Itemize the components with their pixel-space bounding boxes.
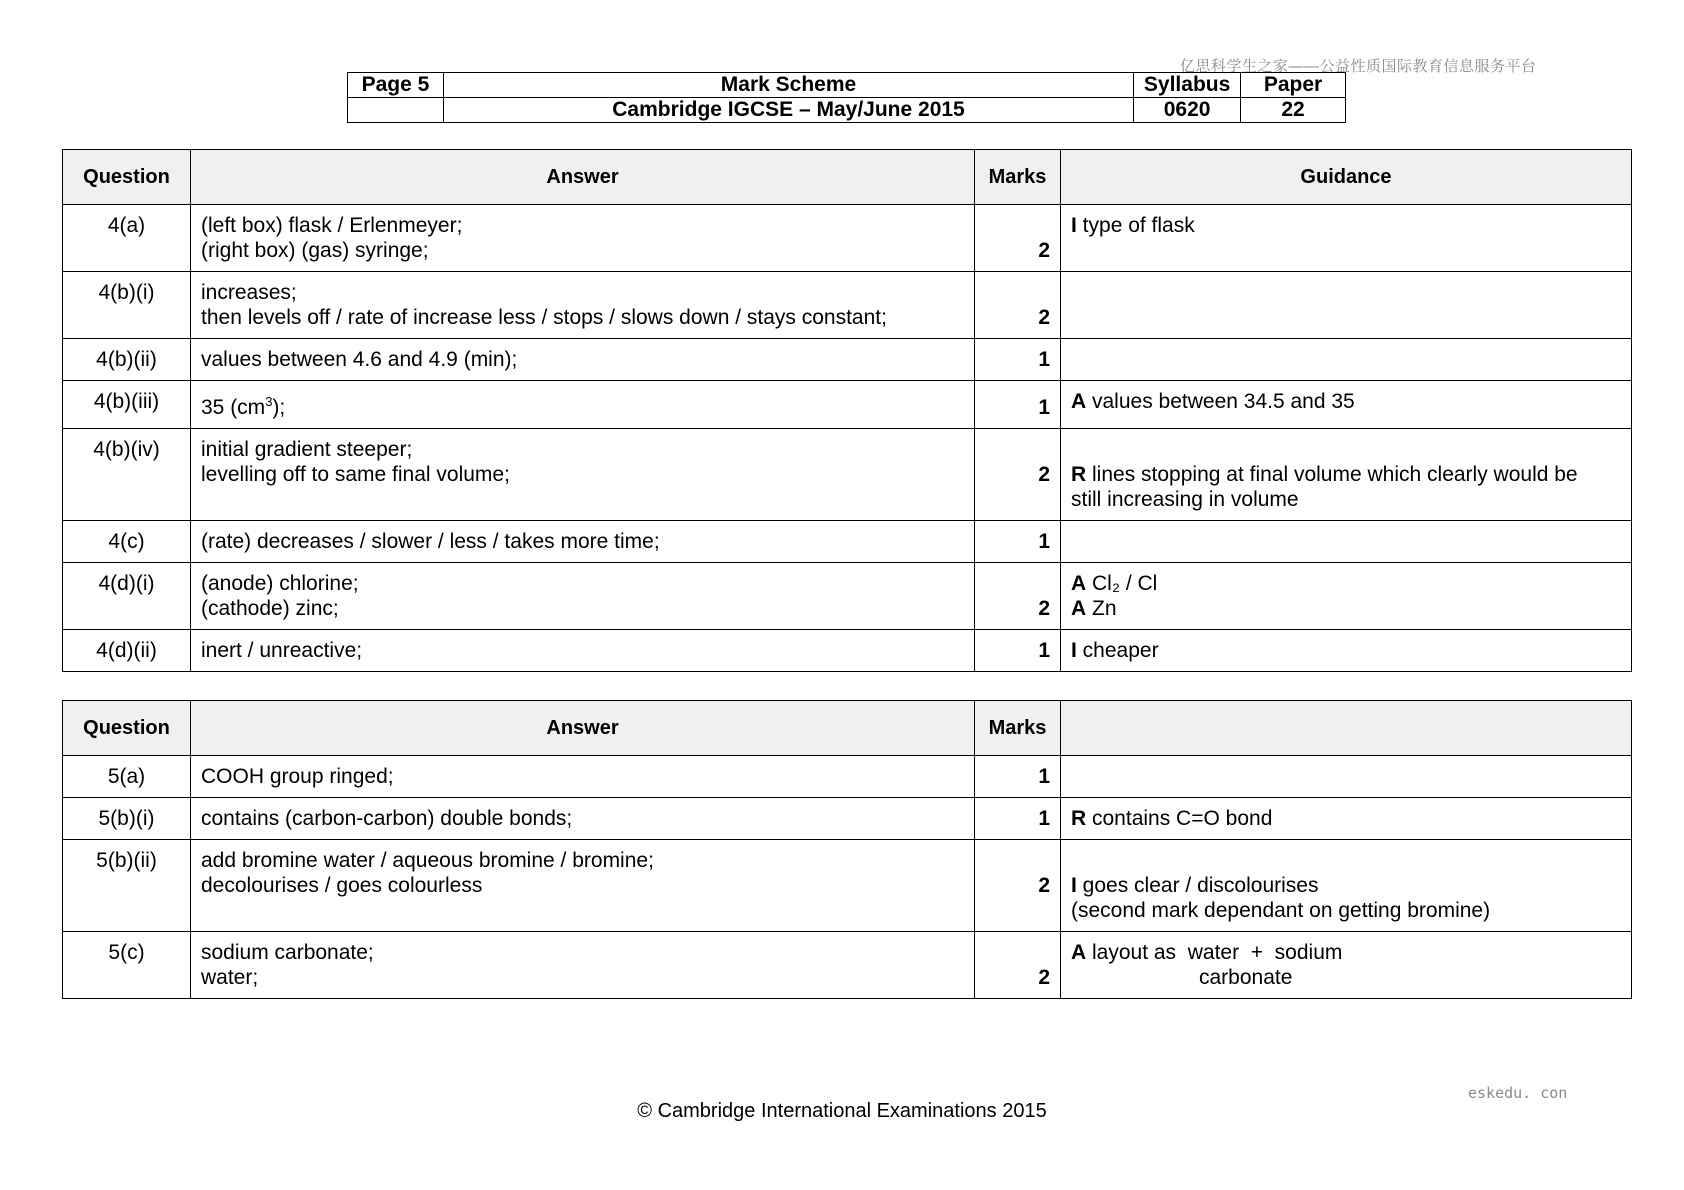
answer-cell [191,381,975,429]
marks-cell: 2 [975,932,1061,999]
answer-cell: inert / unreactive; [191,630,975,672]
guidance-cell [1061,272,1632,339]
guidance-text: still increasing in volume [1071,488,1299,511]
guidance-keyword: I [1071,639,1077,662]
guidance-cell [1061,521,1632,563]
table-row [63,563,1632,630]
guidance-cell [1061,563,1632,630]
marks-cell: 2 [975,840,1061,932]
guidance-cell [1061,932,1632,999]
answer-line: (anode) chlorine; [201,572,359,595]
question-number: 4(b)(i) [63,272,191,339]
answer-text: ); [272,396,286,419]
question-number: 4(a) [63,205,191,272]
marks-cell: 2 [975,429,1061,521]
header-answer: Answer [191,701,975,756]
table-row [63,756,1632,798]
answer-text: 35 (cm [201,396,266,419]
paper-number: 22 [1241,98,1346,123]
answer-cell [191,563,975,630]
paper-label: Paper [1241,73,1346,98]
marks-cell: 2 [975,563,1061,630]
guidance-text: cheaper [1076,639,1159,662]
guidance-keyword: A [1071,390,1087,413]
header-question: Question [63,701,191,756]
answer-line: add bromine water / aqueous bromine / bromine; [201,849,654,872]
guidance-cell [1061,756,1632,798]
guidance-cell [1061,381,1632,429]
guidance-text: Zn [1086,597,1117,620]
marks-cell: 2 [975,272,1061,339]
answer-line: (cathode) zinc; [201,597,339,620]
header-guidance: Guidance [1061,150,1632,205]
answer-cell: values between 4.6 and 4.9 (min); [191,339,975,381]
header-marks: Marks [975,701,1061,756]
watermark-top: 亿思科学生之家——公益性质国际教育信息服务平台 [1180,58,1537,75]
syllabus-code: 0620 [1134,98,1241,123]
table-row [63,932,1632,999]
answer-cell [191,932,975,999]
guidance-keyword: A [1071,597,1087,620]
answer-cell [191,205,975,272]
guidance-text: layout as water + sodium [1086,941,1343,964]
header-question: Question [63,150,191,205]
question-number: 4(b)(iii) [63,381,191,429]
question-number: 4(d)(i) [63,563,191,630]
question-number: 5(b)(ii) [63,840,191,932]
guidance-keyword: I [1071,214,1077,237]
answer-cell: contains (carbon-carbon) double bonds; [191,798,975,840]
document-title: Mark Scheme [443,73,1133,98]
marks-cell: 1 [975,798,1061,840]
guidance-text: type of flask [1076,214,1195,237]
header-marks: Marks [975,150,1061,205]
guidance-cell [1061,798,1632,840]
answer-cell: COOH group ringed; [191,756,975,798]
header-guidance [1061,701,1632,756]
guidance-keyword: A [1071,572,1087,595]
empty-cell [348,98,444,123]
syllabus-label: Syllabus [1134,73,1241,98]
guidance-keyword: I [1071,874,1077,897]
guidance-keyword: A [1071,941,1087,964]
guidance-text: values between 34.5 and 35 [1086,390,1355,413]
answer-line: levelling off to same final volume; [201,463,510,486]
answer-line: sodium carbonate; [201,941,374,964]
document-subtitle: Cambridge IGCSE – May/June 2015 [443,98,1133,123]
mark-scheme-table-q4 [62,149,1632,672]
table-row [63,381,1632,429]
question-number: 5(b)(i) [63,798,191,840]
question-number: 4(b)(ii) [63,339,191,381]
table-row [63,205,1632,272]
marks-cell: 2 [975,205,1061,272]
table-row [63,521,1632,563]
marks-cell: 1 [975,521,1061,563]
guidance-text: lines stopping at final volume which clearly would be [1086,463,1578,486]
table-row [63,272,1632,339]
guidance-text: contains C=O bond [1086,807,1273,830]
answer-line: (right box) (gas) syringe; [201,239,429,262]
answer-line: initial gradient steeper; [201,438,413,461]
marks-cell: 1 [975,756,1061,798]
mark-scheme-table-q5 [62,700,1632,999]
header-answer: Answer [191,150,975,205]
guidance-keyword: R [1071,463,1087,486]
question-number: 4(c) [63,521,191,563]
table-header-row [63,701,1632,756]
marks-cell: 1 [975,339,1061,381]
table-row [63,798,1632,840]
answer-line: water; [201,966,259,989]
answer-line: decolourises / goes colourless [201,874,483,897]
guidance-text: carbonate [1199,966,1293,989]
answer-cell [191,272,975,339]
guidance-text: Cl₂ / Cl [1086,572,1158,595]
guidance-cell [1061,429,1632,521]
question-number: 5(c) [63,932,191,999]
guidance-cell [1061,840,1632,932]
table-row [63,630,1632,672]
question-number: 4(b)(iv) [63,429,191,521]
superscript: 3 [265,394,273,409]
guidance-cell [1061,205,1632,272]
guidance-cell [1061,339,1632,381]
answer-cell [191,429,975,521]
header-table [347,72,1346,123]
table-header-row [63,150,1632,205]
table-row [63,429,1632,521]
marks-cell: 1 [975,381,1061,429]
answer-cell [191,840,975,932]
table-row [63,840,1632,932]
marks-cell: 1 [975,630,1061,672]
answer-line: (left box) flask / Erlenmeyer; [201,214,463,237]
page-number: Page 5 [348,73,444,98]
question-number: 5(a) [63,756,191,798]
guidance-text: goes clear / discolourises [1076,874,1319,897]
guidance-keyword: R [1071,807,1087,830]
watermark-bottom: eskedu. con [1468,1084,1568,1102]
guidance-text: (second mark dependant on getting bromine) [1071,899,1491,922]
answer-line: increases; [201,281,297,304]
answer-cell: (rate) decreases / slower / less / takes more time; [191,521,975,563]
copyright-footer: © Cambridge International Examinations 2015 [637,1100,1047,1122]
guidance-cell [1061,630,1632,672]
answer-line: then levels off / rate of increase less / stops / slows down / stays constant; [201,306,887,329]
table-row [63,339,1632,381]
question-number: 4(d)(ii) [63,630,191,672]
